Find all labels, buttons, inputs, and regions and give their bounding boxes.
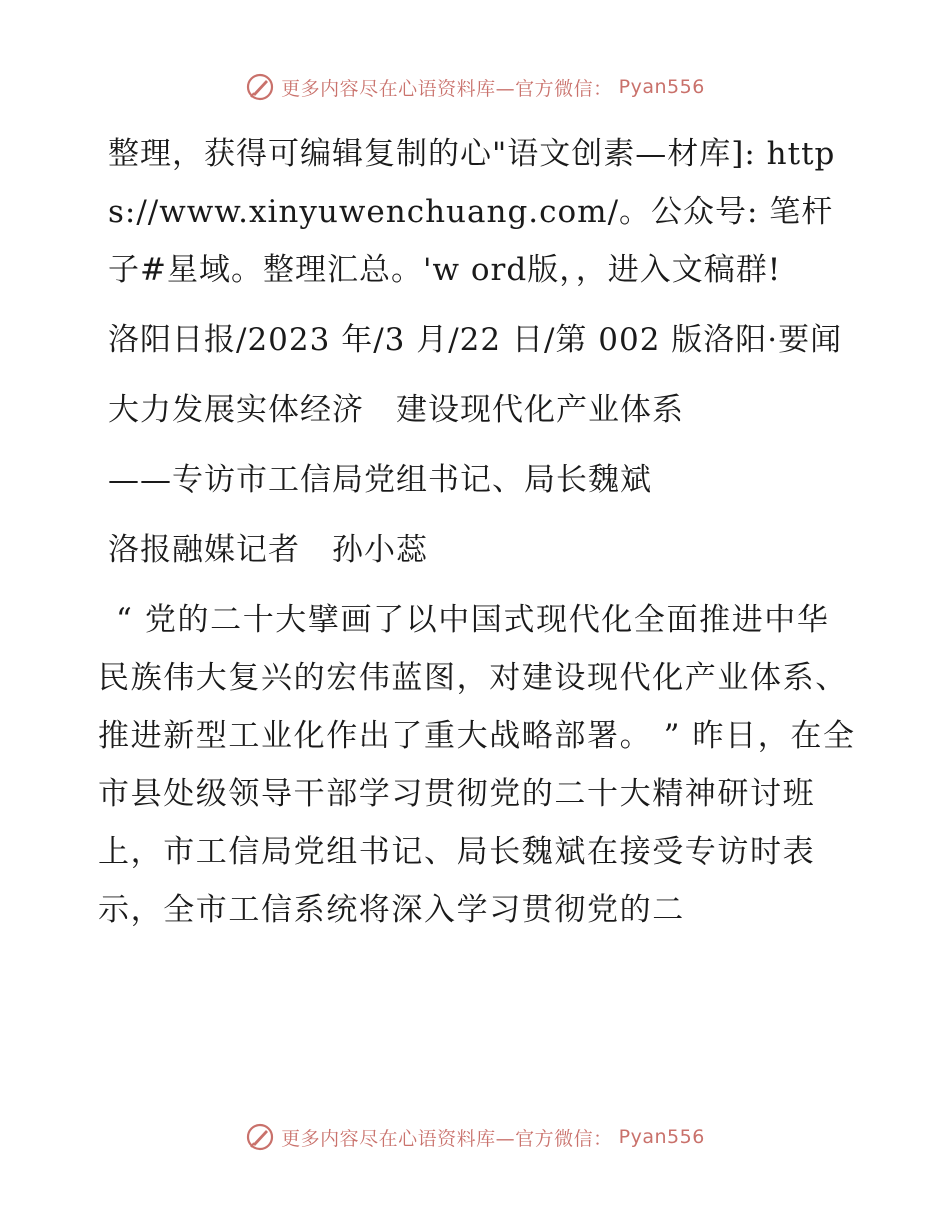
document-body: [98, 125, 858, 939]
header-watermark: [0, 72, 950, 102]
subheadline: ——专访市工信局党组书记、局长魏斌: [108, 462, 652, 498]
headline: 大力发展实体经济 建设现代化产业体系: [108, 392, 684, 428]
article-paragraph: “ 党的二十大擘画了以中国式现代化全面推进中华民族伟大复兴的宏伟蓝图，对建设现代化产业体系、推进新型工业化作出了重大战略部署。 ” 昨日，在全市县处级领导干部学习贯彻党的二十大精神研讨班上，市工信局党组书记、局长魏斌在接受专访时表示，全市工信系统将深入学习贯彻党的二: [98, 602, 856, 928]
watermark-text: 更多内容尽在心语资料库—官方微信：: [281, 1127, 613, 1150]
quill-circle-icon: [245, 1122, 275, 1152]
intro-paragraph: 整理，获得可编辑复制的心"语文创素—材库]: https://www.xinyuwenchuang.com/。公众号: 笔杆子#星域。整理汇总。'w ord版，，进入文稿群!: [108, 136, 836, 288]
watermark-handle: Pyan556: [618, 76, 705, 98]
watermark-handle: Pyan556: [618, 1126, 705, 1148]
byline: 洛报融媒记者 孙小蕊: [108, 532, 428, 568]
quill-circle-icon: [245, 72, 275, 102]
dateline: 洛阳日报/2023 年/3 月/22 日/第 002 版洛阳·要闻: [108, 322, 843, 358]
watermark-text: 更多内容尽在心语资料库—官方微信：: [281, 77, 613, 100]
footer-watermark: [0, 1122, 950, 1152]
